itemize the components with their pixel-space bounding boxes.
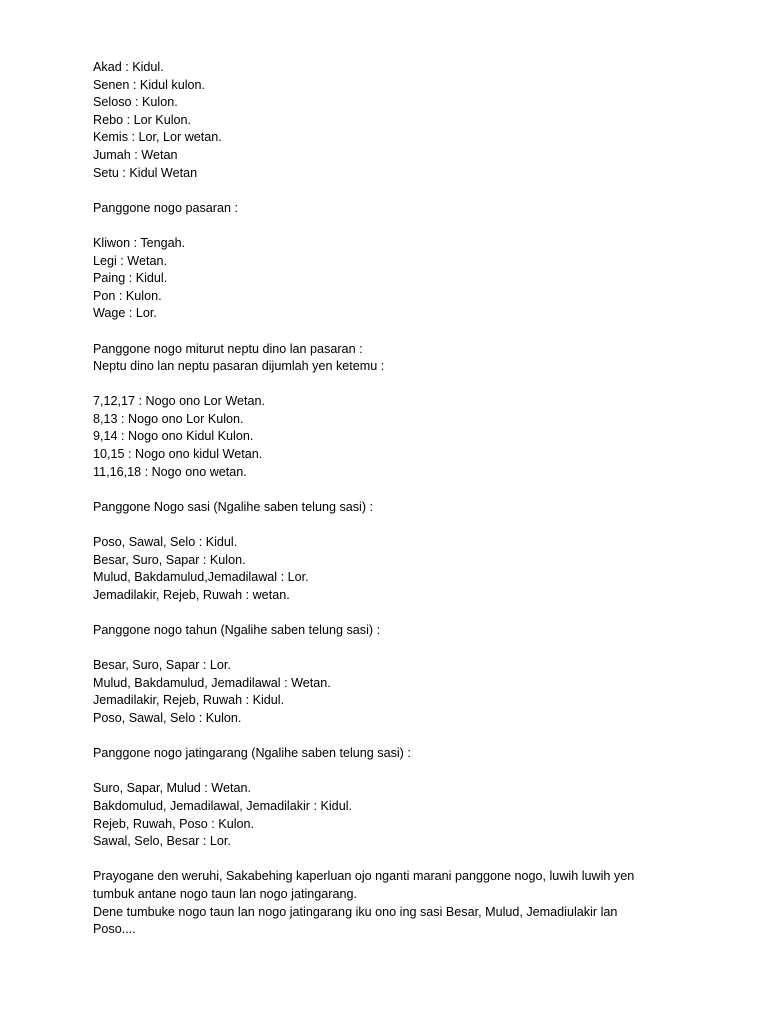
jatingarang-line: Sawal, Selo, Besar : Lor.	[93, 834, 231, 849]
spacer	[93, 516, 713, 534]
neptu-line: 11,16,18 : Nogo ono wetan.	[93, 464, 247, 479]
sasi-heading: Panggone Nogo sasi (Ngalihe saben telung sasi) :	[93, 499, 374, 514]
spacer	[93, 182, 713, 200]
spacer	[93, 763, 713, 781]
spacer	[93, 481, 713, 499]
pasaran-line: Paing : Kidul.	[93, 271, 168, 286]
spacer	[93, 217, 713, 235]
sasi-list	[93, 534, 713, 604]
day-line: Seloso : Kulon.	[93, 95, 178, 110]
pasaran-heading: Panggone nogo pasaran :	[93, 200, 238, 215]
tahun-list	[93, 657, 713, 727]
pasaran-list	[93, 235, 713, 323]
pasaran-line: Wage : Lor.	[93, 306, 157, 321]
sasi-line: Besar, Suro, Sapar : Kulon.	[93, 552, 246, 567]
spacer	[93, 728, 713, 746]
jatingarang-heading: Panggone nogo jatingarang (Ngalihe saben telung sasi) :	[93, 746, 411, 761]
day-line: Kemis : Lor, Lor wetan.	[93, 130, 222, 145]
day-line: Jumah : Wetan	[93, 147, 178, 162]
neptu-line: 10,15 : Nogo ono kidul Wetan.	[93, 447, 263, 462]
jatingarang-list	[93, 780, 713, 850]
sasi-line: Poso, Sawal, Selo : Kidul.	[93, 535, 238, 550]
spacer	[93, 851, 713, 869]
day-line: Senen : Kidul kulon.	[93, 77, 206, 92]
jatingarang-line: Suro, Sapar, Mulud : Wetan.	[93, 781, 251, 796]
tahun-line: Poso, Sawal, Selo : Kulon.	[93, 710, 242, 725]
days-list	[93, 59, 713, 182]
day-line: Rebo : Lor Kulon.	[93, 112, 192, 127]
jatingarang-line: Rejeb, Ruwah, Poso : Kulon.	[93, 816, 255, 831]
neptu-heading: Panggone nogo miturut neptu dino lan pasaran :	[93, 341, 363, 356]
day-line: Setu : Kidul Wetan	[93, 165, 198, 180]
neptu-subheading: Neptu dino lan neptu pasaran dijumlah yen ketemu :	[93, 359, 385, 374]
tahun-line: Jemadilakir, Rejeb, Ruwah : Kidul.	[93, 693, 285, 708]
neptu-line: 9,14 : Nogo ono Kidul Kulon.	[93, 429, 254, 444]
day-line: Akad : Kidul.	[93, 60, 164, 74]
pasaran-line: Legi : Wetan.	[93, 253, 167, 268]
tahun-heading: Panggone nogo tahun (Ngalihe saben telung sasi) :	[93, 623, 381, 637]
spacer	[93, 323, 713, 341]
spacer	[93, 640, 713, 658]
neptu-line: 7,12,17 : Nogo ono Lor Wetan.	[93, 394, 266, 409]
tahun-line: Besar, Suro, Sapar : Lor.	[93, 658, 231, 673]
sasi-line: Jemadilakir, Rejeb, Ruwah : wetan.	[93, 587, 290, 602]
spacer	[93, 604, 713, 622]
closing-paragraph: Prayogane den weruhi, Sakabehing kaperluan ojo nganti marani panggone nogo, luwih luwih yen tumbuk antane nogo taun lan nogo jatingarang.	[93, 869, 635, 901]
spacer	[93, 376, 713, 394]
neptu-line: 8,13 : Nogo ono Lor Kulon.	[93, 411, 244, 426]
neptu-list	[93, 393, 713, 481]
sasi-line: Mulud, Bakdamulud,Jemadilawal : Lor.	[93, 570, 309, 585]
pasaran-line: Pon : Kulon.	[93, 288, 162, 303]
document-page	[93, 59, 713, 939]
jatingarang-line: Bakdomulud, Jemadilawal, Jemadilakir : Kidul.	[93, 798, 352, 813]
tahun-line: Mulud, Bakdamulud, Jemadilawal : Wetan.	[93, 675, 331, 690]
pasaran-line: Kliwon : Tengah.	[93, 235, 186, 250]
closing-paragraph: Dene tumbuke nogo taun lan nogo jatingarang iku ono ing sasi Besar, Mulud, Jemadiulakir lan Poso....	[93, 904, 618, 937]
